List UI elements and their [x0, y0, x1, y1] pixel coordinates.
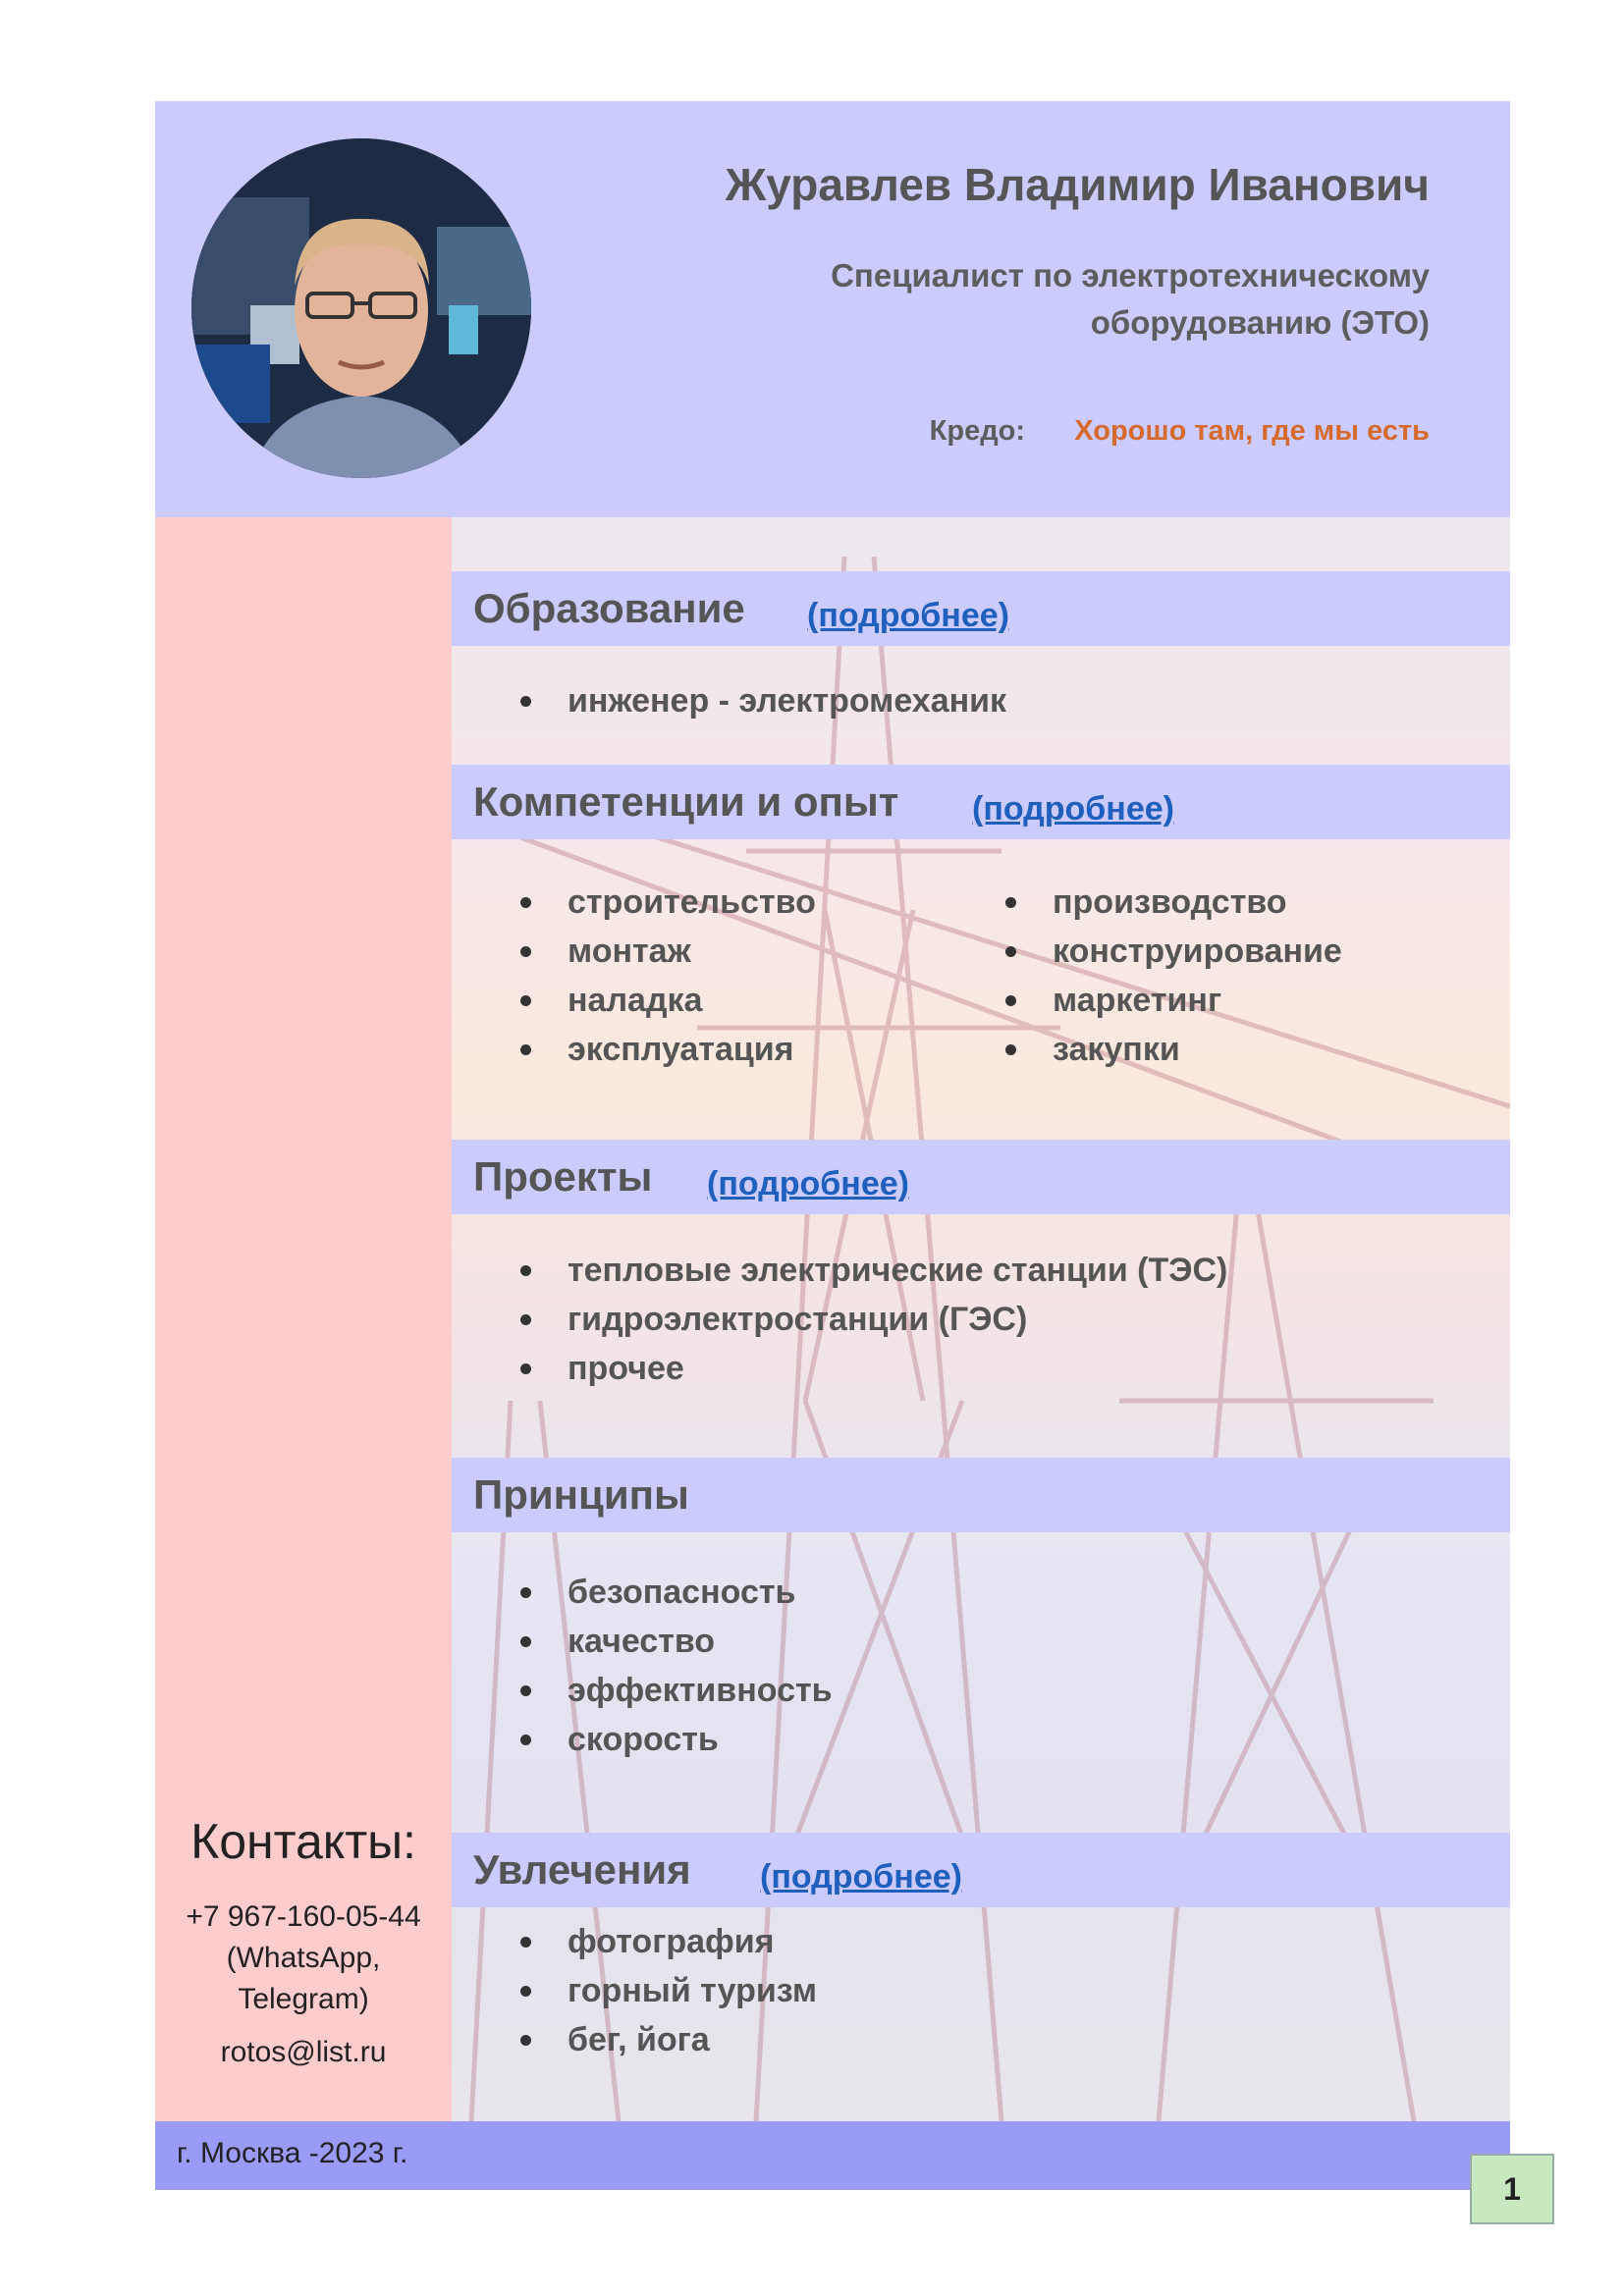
competence-section-header	[452, 765, 1510, 839]
principles-title: Принципы	[473, 1471, 689, 1518]
phone-note-line-1: (WhatsApp,	[226, 1942, 381, 1974]
hobbies-title: Увлечения	[473, 1846, 691, 1893]
list-item: качество	[520, 1617, 833, 1666]
projects-more-link[interactable]: (подробнее)	[707, 1165, 909, 1202]
list-item: эффективность	[520, 1666, 833, 1715]
list-item: бег, йога	[520, 2015, 817, 2064]
list-item: гидроэлектростанции (ГЭС)	[520, 1295, 1227, 1344]
principles-list	[520, 1568, 833, 1764]
page-number: 1	[1470, 2154, 1554, 2224]
hobbies-section-header	[452, 1833, 1510, 1907]
education-title: Образование	[473, 585, 745, 631]
list-item: монтаж	[520, 927, 816, 976]
list-item: горный туризм	[520, 1966, 817, 2015]
list-item: фотография	[520, 1917, 817, 1966]
footer-location-year: г. Москва -2023 г.	[177, 2137, 408, 2169]
contact-phone	[155, 1896, 452, 2020]
credo-label: Кредо:	[929, 415, 1025, 447]
competence-list-right	[1005, 878, 1342, 1074]
credo-text: Хорошо там, где мы есть	[1074, 415, 1430, 447]
competence-list-left	[520, 878, 816, 1074]
phone-number[interactable]: +7 967-160-05-44	[186, 1900, 421, 1933]
list-item: маркетинг	[1005, 976, 1342, 1025]
list-item: скорость	[520, 1715, 833, 1764]
resume-header	[155, 101, 1510, 517]
list-item: конструирование	[1005, 927, 1342, 976]
contacts-column	[155, 517, 452, 2121]
list-item: тепловые электрические станции (ТЭС)	[520, 1246, 1227, 1295]
list-item: эксплуатация	[520, 1025, 816, 1074]
projects-section-header	[452, 1140, 1510, 1214]
page-footer	[155, 2121, 1510, 2190]
list-item: прочее	[520, 1344, 1227, 1393]
profile-photo	[191, 138, 531, 478]
contact-email[interactable]: rotos@list.ru	[220, 2036, 387, 2068]
person-photo-icon	[191, 138, 531, 478]
list-item: инженер - электромеханик	[520, 676, 1006, 725]
principles-section-header	[452, 1458, 1510, 1532]
resume-page	[155, 101, 1510, 2190]
list-item: наладка	[520, 976, 816, 1025]
list-item: безопасность	[520, 1568, 833, 1617]
projects-list	[520, 1246, 1227, 1393]
job-title-line-1: Специалист по электротехническому	[831, 257, 1430, 294]
list-item: производство	[1005, 878, 1342, 927]
list-item: закупки	[1005, 1025, 1342, 1074]
person-name: Журавлев Владимир Иванович	[725, 159, 1430, 210]
hobbies-more-link[interactable]: (подробнее)	[760, 1858, 962, 1896]
education-more-link[interactable]: (подробнее)	[807, 597, 1009, 634]
hobbies-list	[520, 1917, 817, 2064]
education-section-header	[452, 571, 1510, 646]
education-list	[520, 676, 1006, 725]
job-title-line-2: оборудованию (ЭТО)	[1090, 304, 1430, 341]
competence-title: Компетенции и опыт	[473, 778, 899, 825]
contacts-title: Контакты:	[190, 1814, 416, 1869]
phone-note-line-2: Telegram)	[238, 1983, 369, 2015]
competence-more-link[interactable]: (подробнее)	[972, 790, 1174, 828]
projects-title: Проекты	[473, 1153, 653, 1200]
list-item: строительство	[520, 878, 816, 927]
job-title	[742, 252, 1430, 347]
